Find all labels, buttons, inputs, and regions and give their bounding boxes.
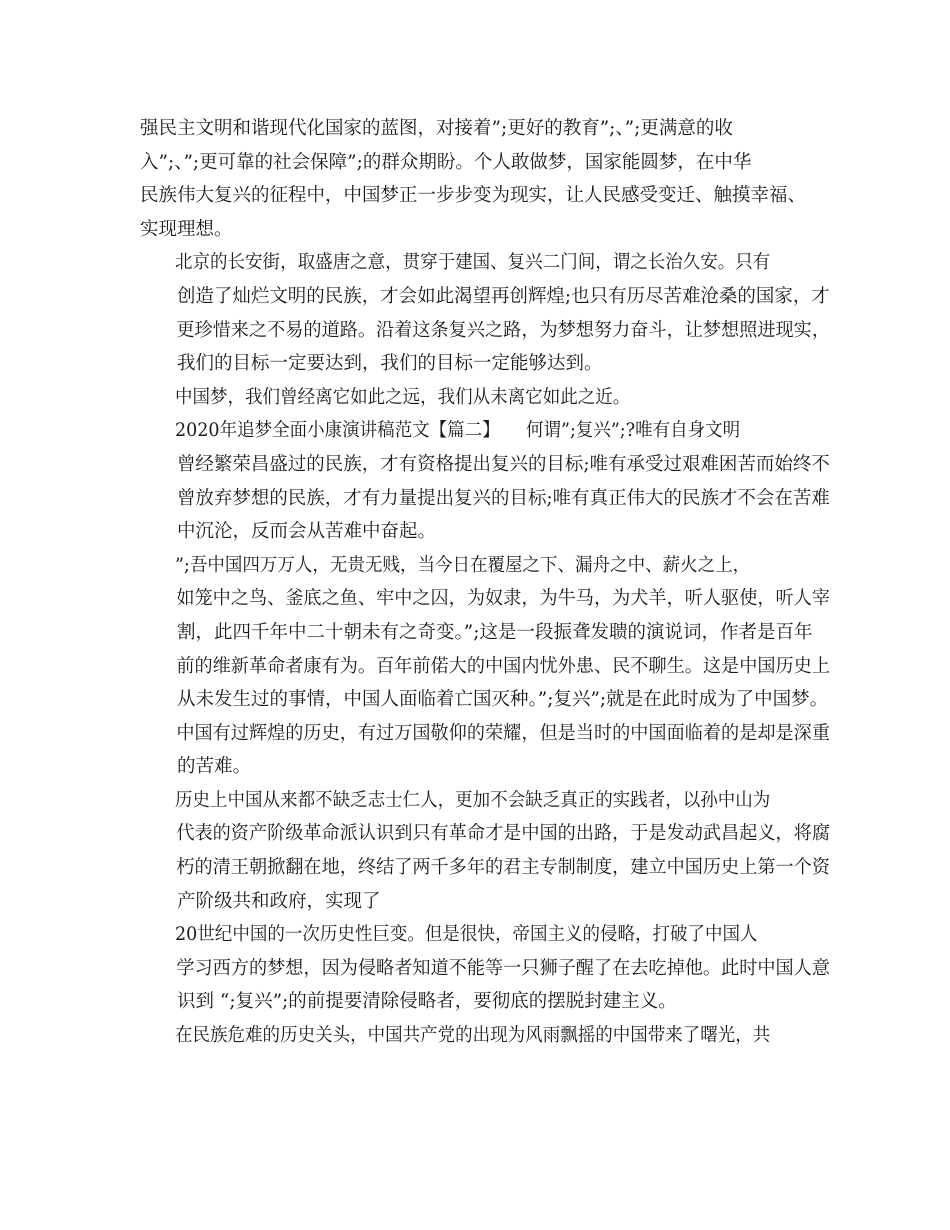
text-line: 20世纪中国的一次历史性巨变。但是很快，帝国主义的侵略，打破了中国人 <box>175 924 758 946</box>
paragraph <box>140 381 830 415</box>
paragraph <box>140 549 830 784</box>
text-line: 中国梦，我们曾经离它如此之远，我们从未离它如此之近。 <box>175 386 631 408</box>
text-line: ”;吾中国四万万人，无贵无贱，当今日在覆屋之下、漏舟之中、薪火之上， <box>175 554 751 576</box>
paragraph <box>140 784 830 918</box>
document-body <box>140 112 830 1053</box>
paragraph <box>140 246 830 380</box>
text-line: 学习西方的梦想，因为侵略者知道不能等一只狮子醒了在去吃掉他。此时中国人意 <box>176 957 831 979</box>
text-line: 从未发生过的事情，中国人面临着亡国灭种。”;复兴”;就是在此时成为了中国梦。 <box>177 689 829 711</box>
text-line: 识到 “;复兴”;的前提要清除侵略者，要彻底的摆脱封建主义。 <box>177 991 677 1013</box>
text-line: 历史上中国从来都不缺乏志士仁人，更加不会缺乏真正的实践者，以孙中山为 <box>175 789 771 811</box>
text-line: 更珍惜来之不易的道路。沿着这条复兴之路，为梦想努力奋斗，让梦想照进现实， <box>176 319 831 341</box>
text-line: 中沉沦，反而会从苦难中奋起。 <box>177 521 437 543</box>
text-line: 在民族危难的历史关头，中国共产党的出现为风雨飘摇的中国带来了曙光，共 <box>175 1025 771 1047</box>
text-line: 2020年追梦全面小康演讲稿范文【篇二】 何谓”;复兴”;?唯有自身文明 <box>175 420 741 442</box>
text-line: 北京的长安街，取盛唐之意，贯穿于建国、复兴二门间，谓之长治久安。只有 <box>175 252 771 274</box>
text-line: 产阶级共和政府，实现了 <box>177 890 381 912</box>
text-line: 前的维新革命者康有为。百年前偌大的中国内忧外患、民不聊生。这是中国历史上 <box>176 655 831 677</box>
text-line: 入”;、”;更可靠的社会保障”;的群众期盼。个人敢做梦，国家能圆梦，在中华 <box>140 151 752 173</box>
text-line: 民族伟大复兴的征程中，中国梦正一步步变为现实，让人民感受变迁、触摸幸福、 <box>140 185 807 207</box>
text-line: 实现理想。 <box>140 218 233 240</box>
paragraph <box>140 112 830 246</box>
text-line: 我们的目标一定要达到，我们的目标一定能够达到。 <box>177 353 603 375</box>
text-line: 朽的清王朝掀翻在地，终结了两千多年的君主专制制度，建立中国历史上第一个资 <box>176 857 831 879</box>
paragraph <box>140 918 830 1019</box>
text-line: 中国有过辉煌的历史，有过万国敬仰的荣耀，但是当时的中国面临着的是却是深重 <box>176 722 831 744</box>
text-line: 的苦难。 <box>177 756 252 778</box>
text-line: 割，此四千年中二十朝未有之奇变。”;这是一段振聋发聩的演说词，作者是百年 <box>177 621 813 643</box>
paragraph <box>140 414 830 548</box>
text-line: 如笼中之鸟、釜底之鱼、牢中之囚，为奴隶，为牛马，为犬羊，听人驱使，听人宰 <box>176 588 831 610</box>
text-line: 曾经繁荣昌盛过的民族，才有资格提出复兴的目标;唯有承受过艰难困苦而始终不 <box>176 453 830 475</box>
text-line: 强民主文明和谐现代化国家的蓝图，对接着”;更好的教育”;、”;更满意的收 <box>140 118 733 139</box>
text-line: 曾放弃梦想的民族，才有力量提出复兴的目标;唯有真正伟大的民族才不会在苦难 <box>176 487 830 509</box>
text-line: 创造了灿烂文明的民族，才会如此渴望再创辉煌;也只有历尽苦难沧桑的国家，才 <box>176 285 830 307</box>
text-line: 代表的资产阶级革命派认识到只有革命才是中国的出路，于是发动武昌起义，将腐 <box>176 823 831 845</box>
paragraph <box>140 1019 830 1053</box>
